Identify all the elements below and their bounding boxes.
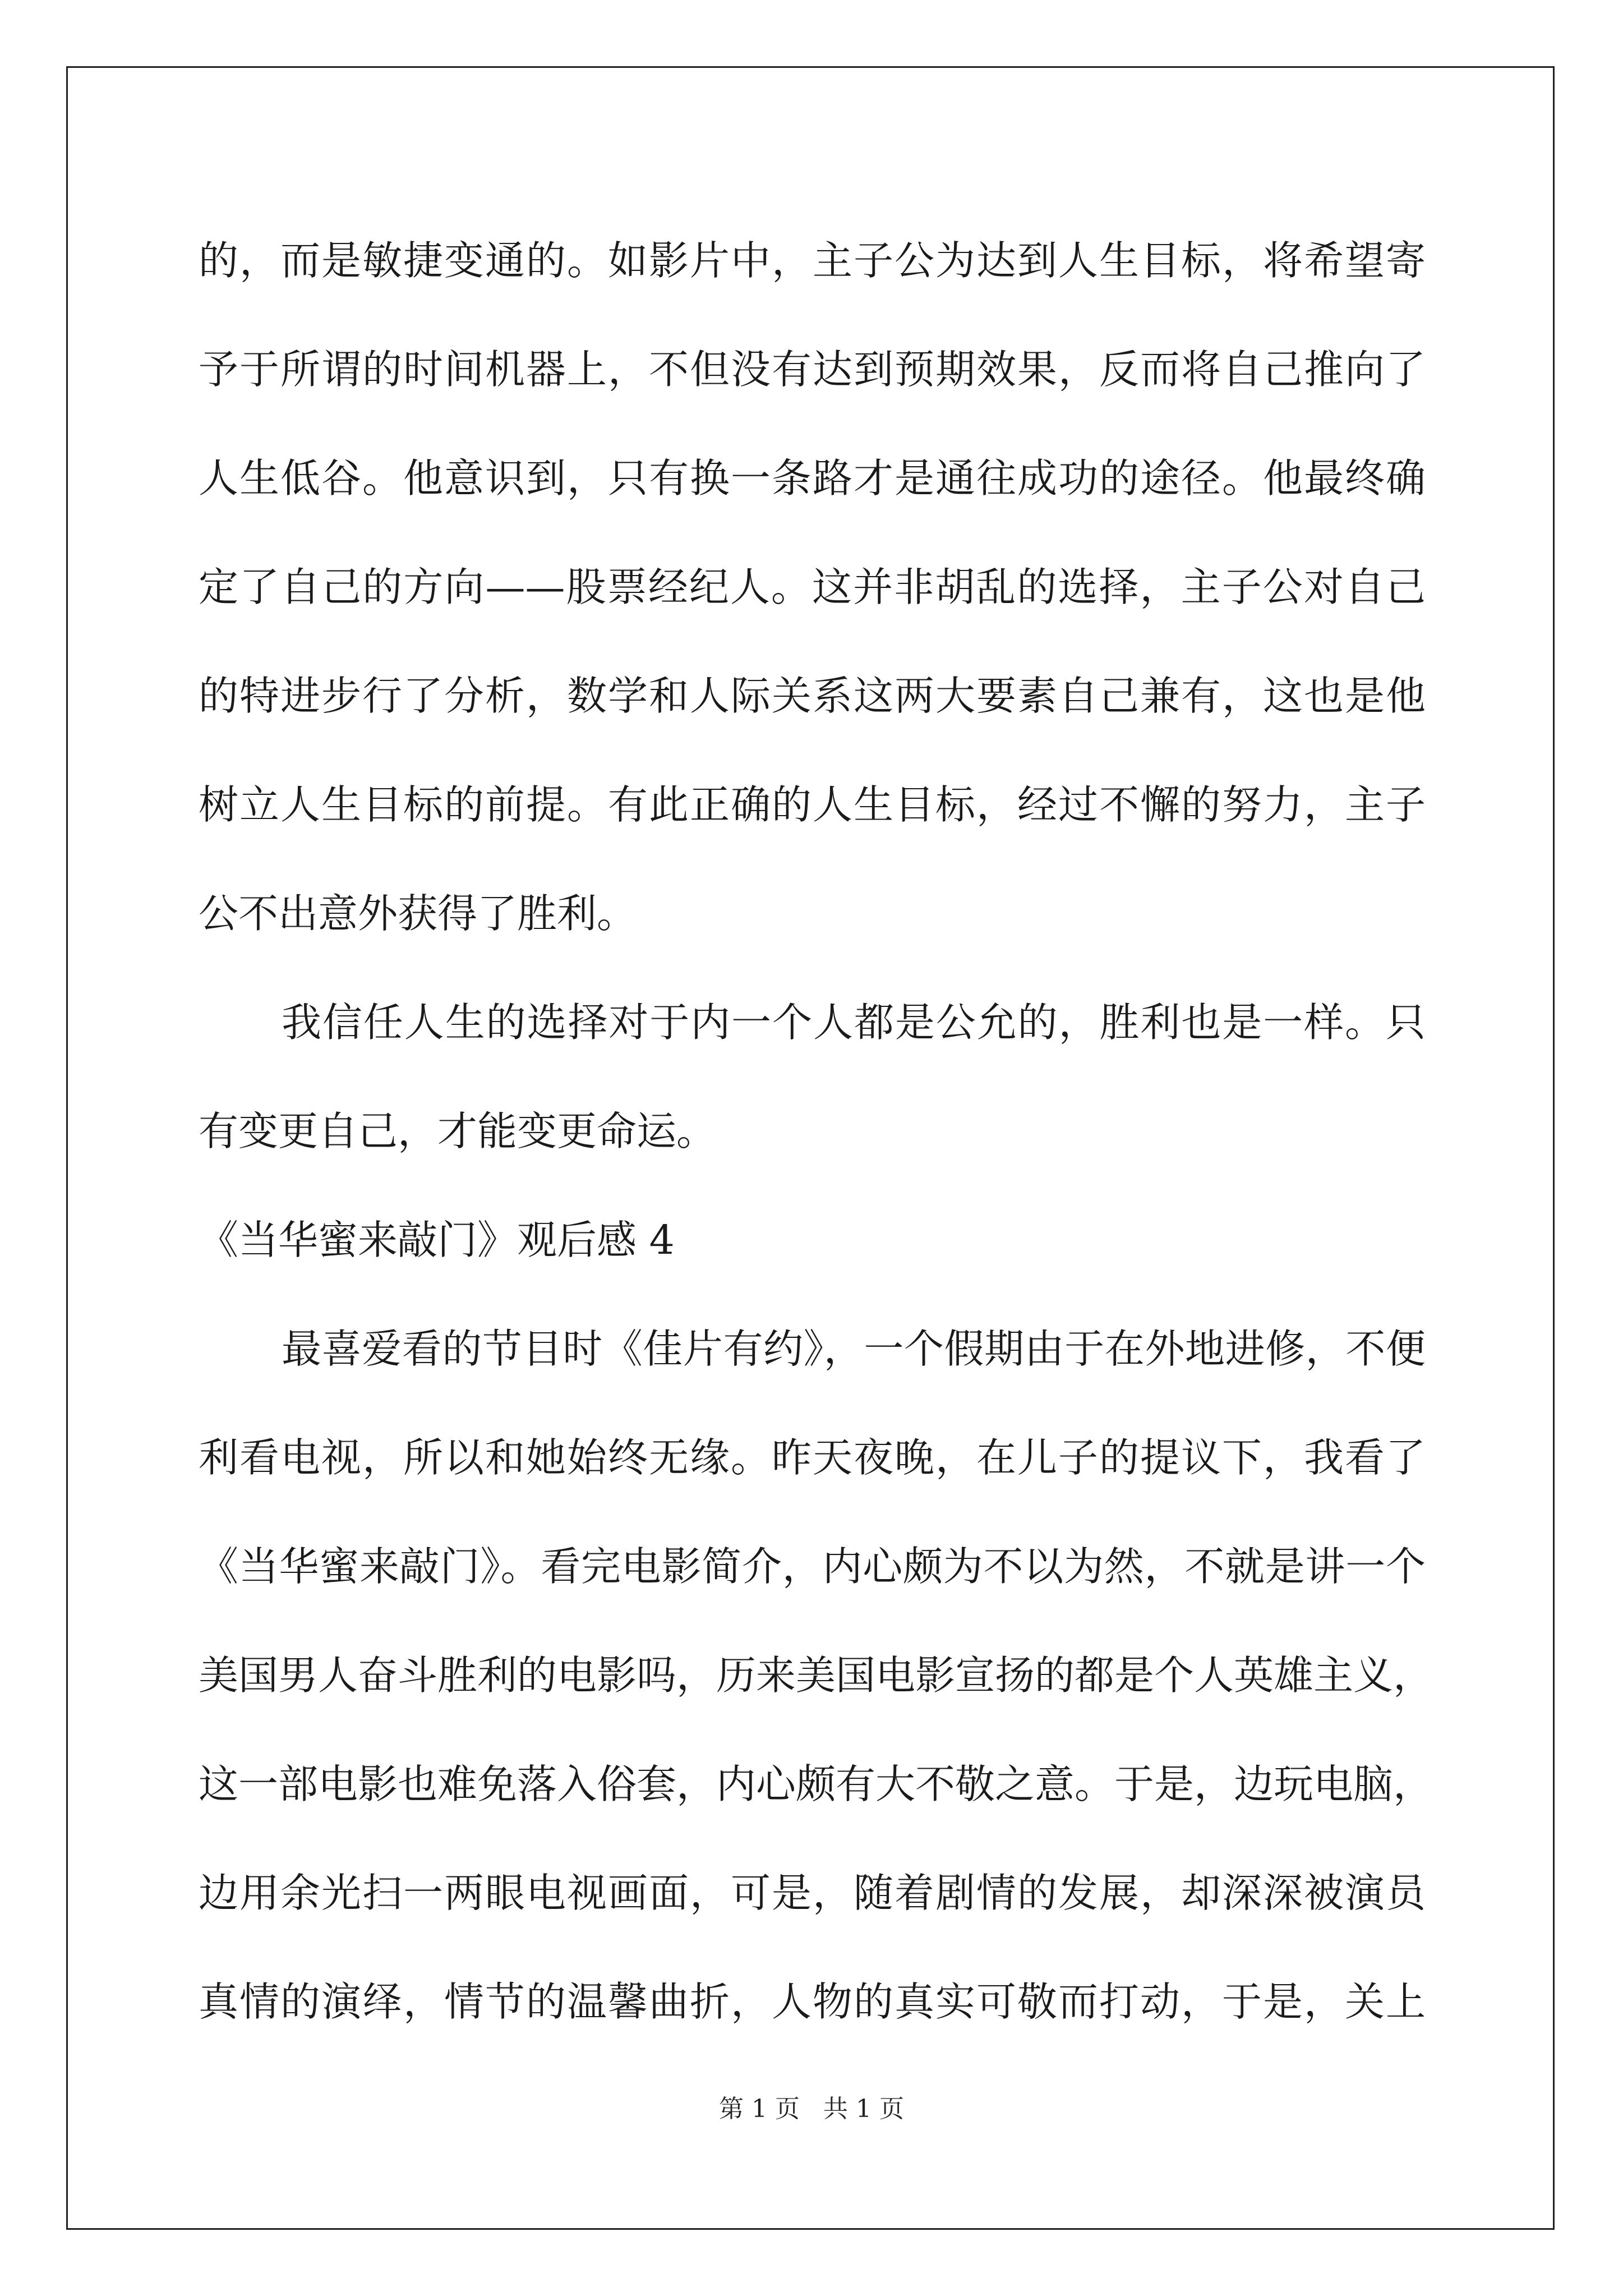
- paragraph-line: 有变更自己，才能变更命运。: [199, 1108, 717, 1154]
- paragraph-line: 真情的演绎，情节的温馨曲折，人物的真实可敬而打动，于是，关上: [199, 1978, 1426, 2025]
- document-body: [199, 206, 1433, 2056]
- paragraph-line: 我信任人生的选择对于内一个人都是公允的，胜利也是一样。只: [282, 999, 1426, 1046]
- paragraph-line: 的特进步行了分析，数学和人际关系这两大要素自己兼有，这也是他: [199, 673, 1426, 719]
- paragraph-line: 利看电视，所以和她始终无缘。昨天夜晚，在儿子的提议下，我看了: [199, 1434, 1426, 1481]
- paragraph-line: 予于所谓的时间机器上，不但没有达到预期效果，反而将自己推向了: [199, 346, 1426, 393]
- paragraph-line: 《当华蜜来敲门》。看完电影简介，内心颇为不以为然，不就是讲一个: [199, 1543, 1426, 1590]
- paragraph-line: 公不出意外获得了胜利。: [199, 890, 637, 937]
- page-number: 第 1 页: [719, 2095, 800, 2123]
- page-total: 共 1 页: [823, 2095, 904, 2123]
- paragraph-line: 美国男人奋斗胜利的电影吗，历来美国电影宣扬的都是个人英雄主义，: [199, 1652, 1433, 1699]
- paragraph-line: 的，而是敏捷变通的。如影片中，主子公为达到人生目标，将希望寄: [199, 237, 1426, 284]
- paragraph-line: 最喜爱看的节目时《佳片有约》，一个假期由于在外地进修，不便: [282, 1326, 1426, 1372]
- section-heading: 《当华蜜来敲门》观后感 4: [199, 1217, 675, 1263]
- paragraph-line: 树立人生目标的前提。有此正确的人生目标，经过不懈的努力，主子: [199, 781, 1426, 828]
- paragraph-line: 人生低谷。他意识到，只有换一条路才是通往成功的途径。他最终确: [199, 455, 1426, 501]
- page-footer: [0, 2092, 1623, 2126]
- paragraph-line: 这一部电影也难免落入俗套，内心颇有大不敬之意。于是，边玩电脑，: [199, 1761, 1433, 1807]
- paragraph-line: 定了自己的方向——股票经纪人。这并非胡乱的选择，主子公对自己: [199, 564, 1426, 610]
- paragraph-line: 边用余光扫一两眼电视画面，可是，随着剧情的发展，却深深被演员: [199, 1870, 1426, 1916]
